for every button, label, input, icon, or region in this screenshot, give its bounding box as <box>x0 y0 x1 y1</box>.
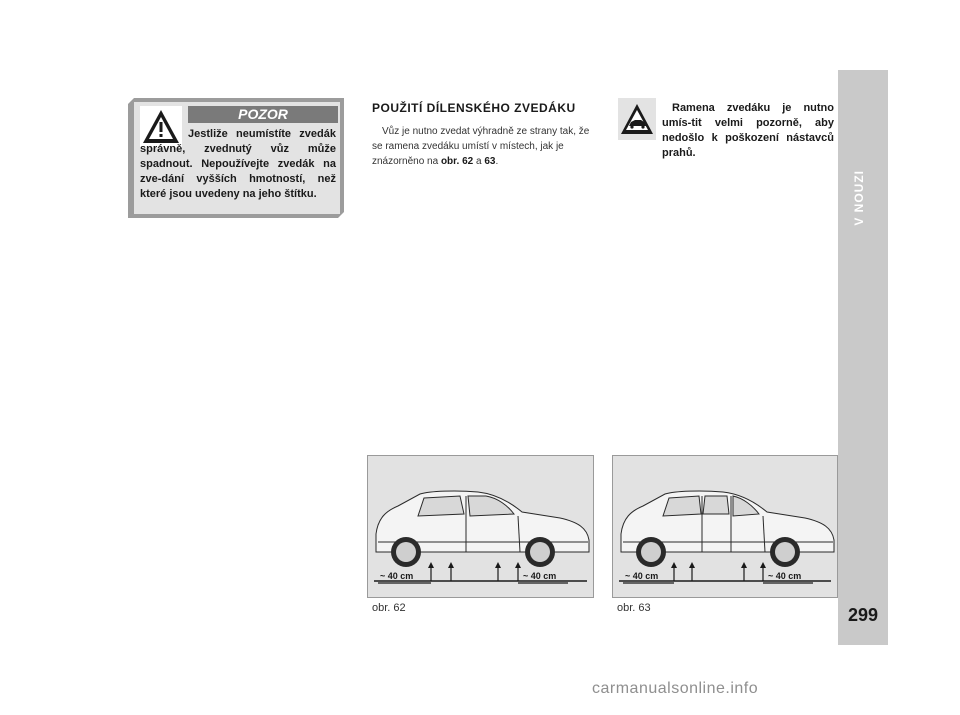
section-text-conj: a <box>473 156 485 167</box>
note-text: Ramena zvedáku je nutno umís-tit velmi pozorně, aby nedošlo k poškození nástavců prahů. <box>662 102 834 159</box>
car-jacking-points-illustration <box>613 456 837 597</box>
car-jacking-points-illustration <box>368 456 593 597</box>
front-wheel <box>391 537 421 567</box>
section-title: POUŽITÍ DÍLENSKÉHO ZVEDÁKU <box>372 101 576 115</box>
warning-text: Jestliže neumístíte zvedák správně, zvednutý vůz může spadnout. Nepoužívejte zvedák na zve-dání vyšších hmotností, než které jsou uvedeny na jeho štítku. <box>140 128 336 200</box>
figure-ref-62: obr. 62 <box>440 156 474 167</box>
figure-62-caption: obr. 62 <box>372 602 406 614</box>
watermark: carmanualsonline.info <box>592 680 759 697</box>
left-distance-label: ~ 40 cm <box>625 571 659 581</box>
section-text-main: Vůz je nutno zvedat výhradně ze strany tak, že se ramena zvedáku umístí v místech, jak je znázorněno na <box>372 126 590 167</box>
section-text-end: . <box>495 156 499 167</box>
chapter-title: V NOUZI <box>852 170 866 226</box>
figure-63-caption: obr. 63 <box>617 602 651 614</box>
section-text <box>372 124 592 169</box>
figure-62 <box>367 455 594 598</box>
warning-title: POZOR <box>188 106 338 123</box>
rear-wheel <box>770 537 800 567</box>
warning-box <box>128 98 344 218</box>
front-wheel <box>636 537 666 567</box>
right-distance-label: ~ 40 cm <box>523 571 557 581</box>
figure-63 <box>612 455 838 598</box>
right-distance-label: ~ 40 cm <box>768 571 802 581</box>
page-number: 299 <box>847 605 879 625</box>
chapter-tab <box>838 70 888 645</box>
caution-car-icon <box>618 98 656 140</box>
rear-wheel <box>525 537 555 567</box>
figure-ref-63: 63 <box>484 156 496 167</box>
left-distance-label: ~ 40 cm <box>380 571 414 581</box>
